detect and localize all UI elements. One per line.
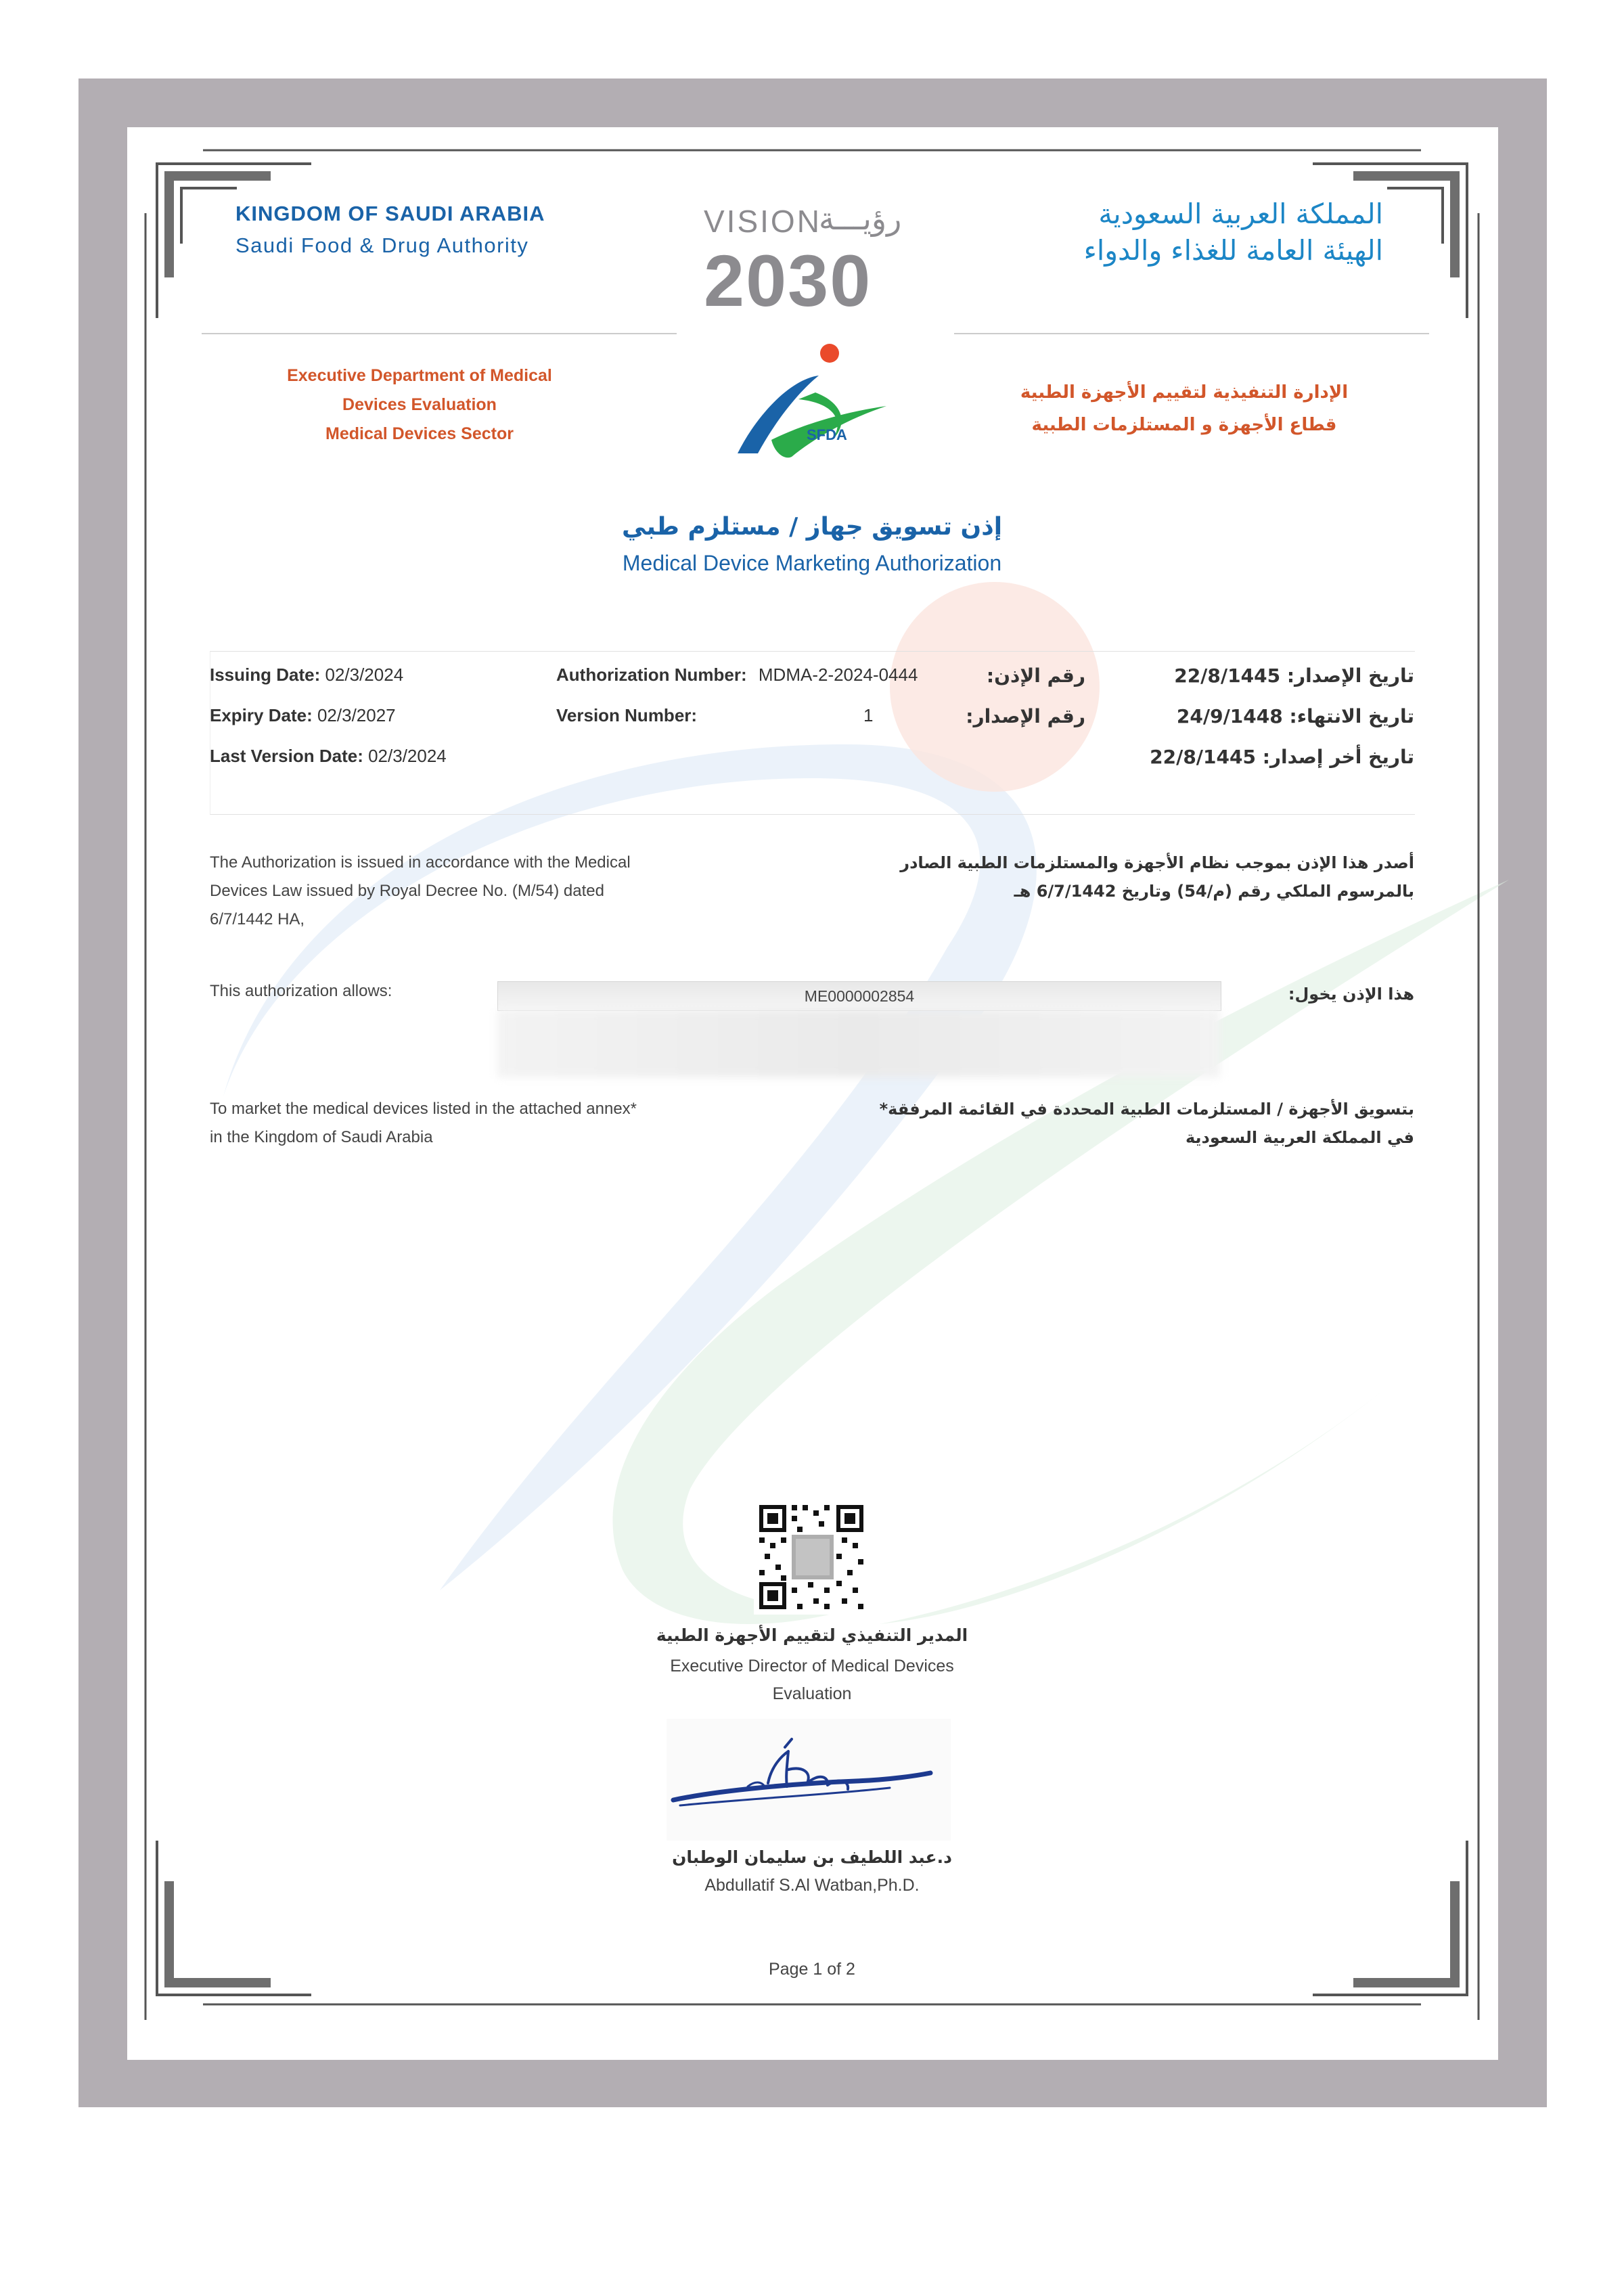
allows-label-english: This authorization allows: [210,982,392,1000]
market-statement-english-line: To market the medical devices listed in the attached annex* [210,1100,637,1118]
law-basis-english-line: 6/7/1442 HA, [210,910,305,928]
law-basis-english [210,849,724,934]
expiry-date-arabic [1177,705,1414,727]
signatory-title-arabic: المدير التنفيذي لتقييم الأجهزة الطبية [656,1625,968,1645]
version-number-value: 1 [863,705,874,725]
version-number-label [556,705,697,726]
signatory-name-arabic: د.عبد اللطيف بن سليمان الوطبان [672,1847,952,1867]
establishment-code: ME0000002854 [497,981,1221,1011]
signatory-title-english-line: Executive Director of Medical Devices [670,1657,954,1675]
authorization-number [556,665,918,685]
law-basis-english-line: The Authorization is issued in accordance with the Medical [210,853,631,872]
redacted-establishment-name [497,1010,1220,1077]
allows-label-arabic: هذا الإذن يخول: [1288,985,1414,1004]
authorization-number-value: MDMA-2-2024-0444 [758,665,918,685]
signatory-name-english: Abdullatif S.Al Watban,Ph.D. [704,1876,920,1895]
law-basis-english-line: Devices Law issued by Royal Decree No. (M/54) dated [210,882,604,900]
issuing-date [210,665,403,685]
version-number-label-text: Version Number: [556,705,698,725]
law-basis-arabic-line: أصدر هذا الإذن بموجب نظام الأجهزة والمستلزمات الطبية الصادر [900,853,1414,872]
issuing-date-value-arabic: 22/8/1445 [1174,665,1281,687]
market-statement-english-line: in the Kingdom of Saudi Arabia [210,1128,433,1146]
department-english-line: Executive Department of Medical [287,366,552,385]
page-number: Page 1 of 2 [769,1960,855,1979]
vision-logo-arabic: رؤيـــة [819,200,902,237]
sfda-logo-icon [731,338,893,467]
expiry-date-value: 02/3/2027 [317,705,396,725]
market-statement-arabic-line: في المملكة العربية السعودية [1185,1128,1414,1147]
document-title-english: Medical Device Marketing Authorization [622,551,1002,575]
last-version-date-value-arabic: 22/8/1445 [1150,746,1256,768]
law-basis-arabic-line: بالمرسوم الملكي رقم (م/54) وتاريخ 6/7/1442 هـ [1014,882,1414,901]
header-arabic-line1: المملكة العربية السعودية [1098,198,1383,230]
last-version-date [210,746,447,767]
sfda-logo-label: SFDA [807,426,847,443]
department-arabic-line: الإدارة التنفيذية لتقييم الأجهزة الطبية [1020,382,1349,403]
issuing-date-label-arabic: تاريخ الإصدار: [1286,665,1414,687]
header-english-line2: Saudi Food & Drug Authority [235,233,529,257]
last-version-date-arabic [1150,746,1414,768]
version-number-label-arabic: رقم الإصدار: [966,705,1085,727]
header-english-line1: KINGDOM OF SAUDI ARABIA [235,202,545,225]
authorization-number-label-arabic: رقم الإذن: [986,665,1085,687]
last-version-date-value: 02/3/2024 [368,746,447,766]
authorization-number-label: Authorization Number: [556,665,747,685]
handwritten-signature-icon [667,1719,951,1841]
last-version-date-label-arabic: تاريخ أخر إصدار: [1262,746,1414,768]
header-arabic-line2: الهيئة العامة للغذاء والدواء [1083,234,1383,267]
expiry-date-value-arabic: 24/9/1448 [1176,705,1283,727]
signatory-title-english-line: Evaluation [772,1684,852,1703]
department-english-line: Medical Devices Sector [325,424,514,443]
issuing-date-arabic [1174,665,1414,687]
market-statement-arabic-line: بتسويق الأجهزة / المستلزمات الطبية المحددة في القائمة المرفقة* [879,1100,1414,1119]
issuing-date-value: 02/3/2024 [325,665,404,685]
issuing-date-label: Issuing Date: [210,665,321,685]
department-arabic-line: قطاع الأجهزة و المستلزمات الطبية [1031,415,1337,435]
department-arabic [1015,376,1353,441]
qr-code-icon [754,1500,869,1615]
last-version-date-label: Last Version Date: [210,746,363,766]
vision-logo-text: VISION [704,204,821,239]
department-english-line: Devices Evaluation [342,395,497,414]
vision-logo-year: 2030 [704,240,872,321]
market-statement-arabic [873,1095,1414,1152]
law-basis-arabic [873,849,1414,905]
expiry-date-label-arabic: تاريخ الانتهاء: [1289,705,1414,727]
document-title-arabic: إذن تسويق جهاز / مستلزم طبي [621,513,1003,541]
signatory-title-english [609,1652,1015,1708]
department-english [250,361,589,449]
expiry-date-label: Expiry Date: [210,705,313,725]
market-statement-english [210,1095,724,1152]
expiry-date [210,705,396,726]
